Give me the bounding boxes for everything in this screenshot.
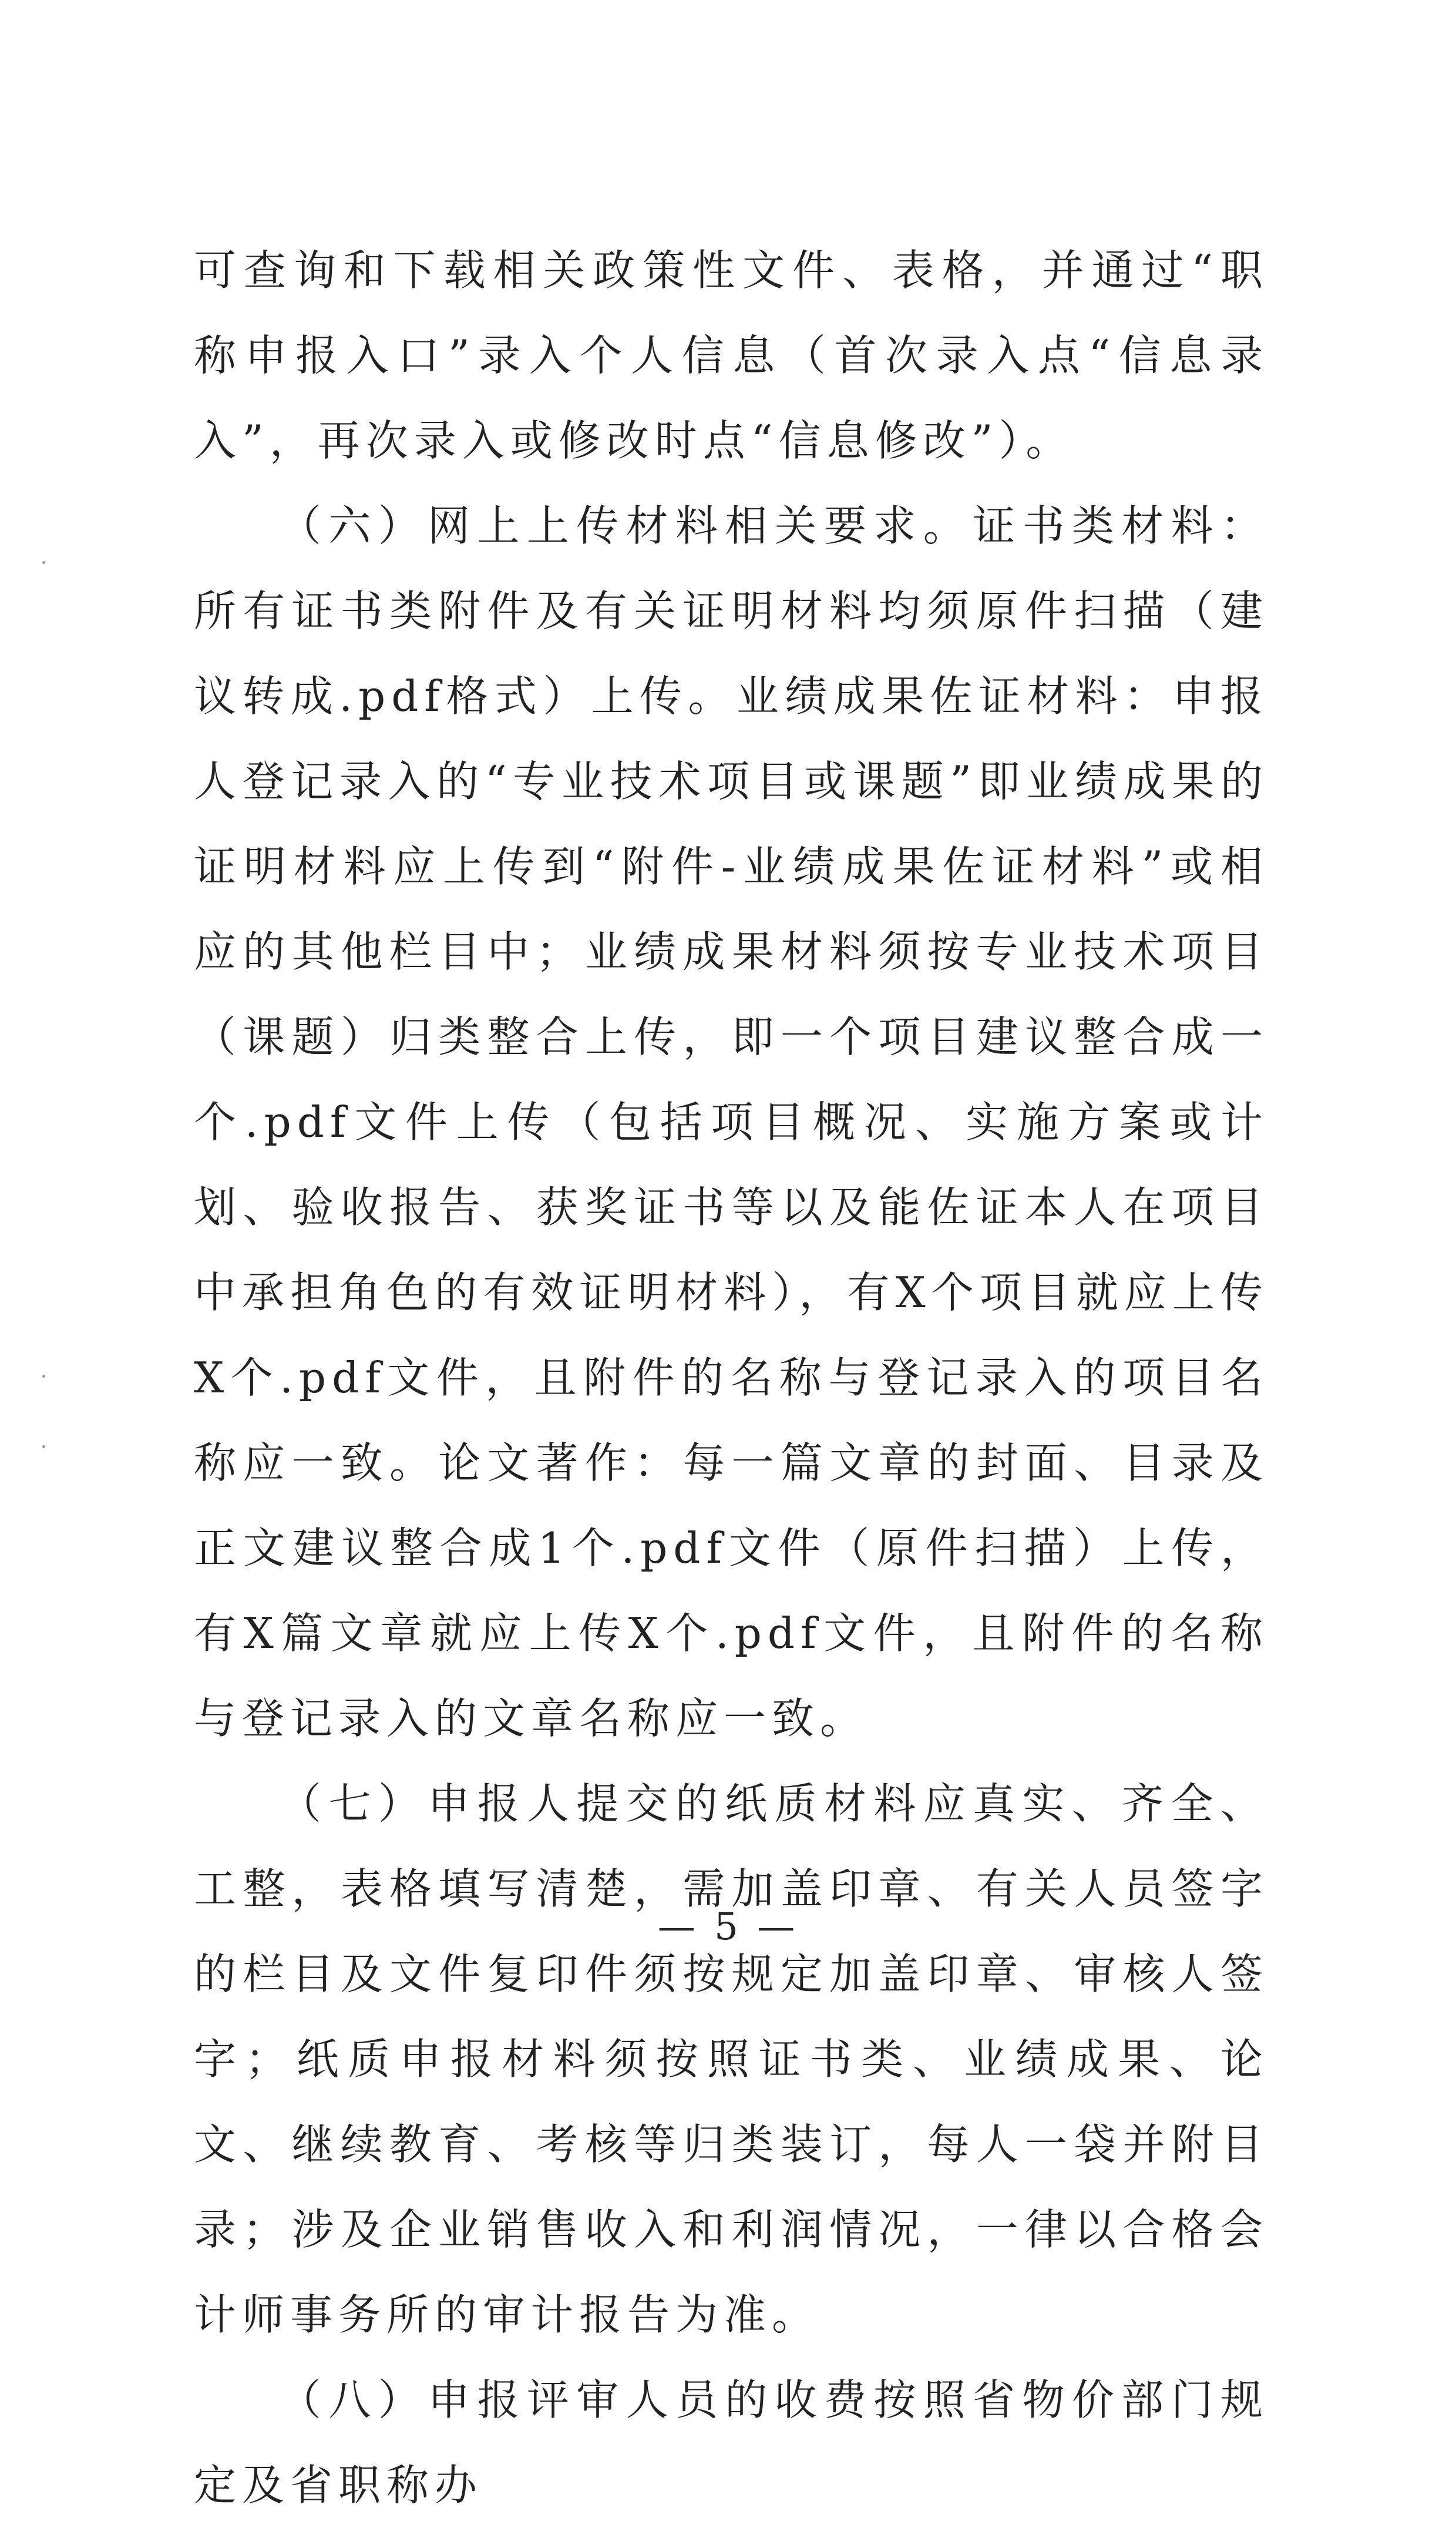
- page-number: — 5 —: [657, 1905, 799, 1949]
- paragraph-section-7: （七）申报人提交的纸质材料应真实、齐全、工整，表格填写清楚，需加盖印章、有关人员签字的栏目及文件复印件须按规定加盖印章、审核人签字；纸质申报材料须按照证书类、业绩成果、论文、继续教育、考核等归类装订，每人一袋并附目录；涉及企业销售收入和利润情况，一律以合格会计师事务所的审计报告为准。: [194, 1779, 1269, 2339]
- scan-speck: [42, 1375, 45, 1378]
- scan-speck: [42, 1445, 45, 1448]
- paragraph-continuation: 可查询和下载相关政策性文件、表格，并通过“职称申报入口”录入个人信息（首次录入点“信息录入”，再次录入或修改时点“信息修改”）。: [194, 246, 1269, 465]
- paragraph-section-6: （六）网上上传材料相关要求。证书类材料：所有证书类附件及有关证明材料均须原件扫描（建议转成.pdf格式）上传。业绩成果佐证材料：申报人登记录入的“专业技术项目或课题”即业绩成果的证明材料应上传到“附件-业绩成果佐证材料”或相应的其他栏目中；业绩成果材料须按专业技术项目（课题）归类整合上传，即一个项目建议整合成一个.pdf文件上传（包括项目概况、实施方案或计划、验收报告、获奖证书等以及能佐证本人在项目中承担角色的有效证明材料），有X个项目就应上传X个.pdf文件，且附件的名称与登记录入的项目名称应一致。论文著作：每一篇文章的封面、目录及正文建议整合成1个.pdf文件（原件扫描）上传，有X篇文章就应上传X个.pdf文件，且附件的名称与登记录入的文章名称应一致。: [194, 501, 1269, 1743]
- document-body: [194, 228, 1269, 2528]
- scan-speck: [42, 561, 45, 564]
- paragraph-section-8: （八）申报评审人员的收费按照省物价部门规定及省职称办: [194, 2375, 1269, 2510]
